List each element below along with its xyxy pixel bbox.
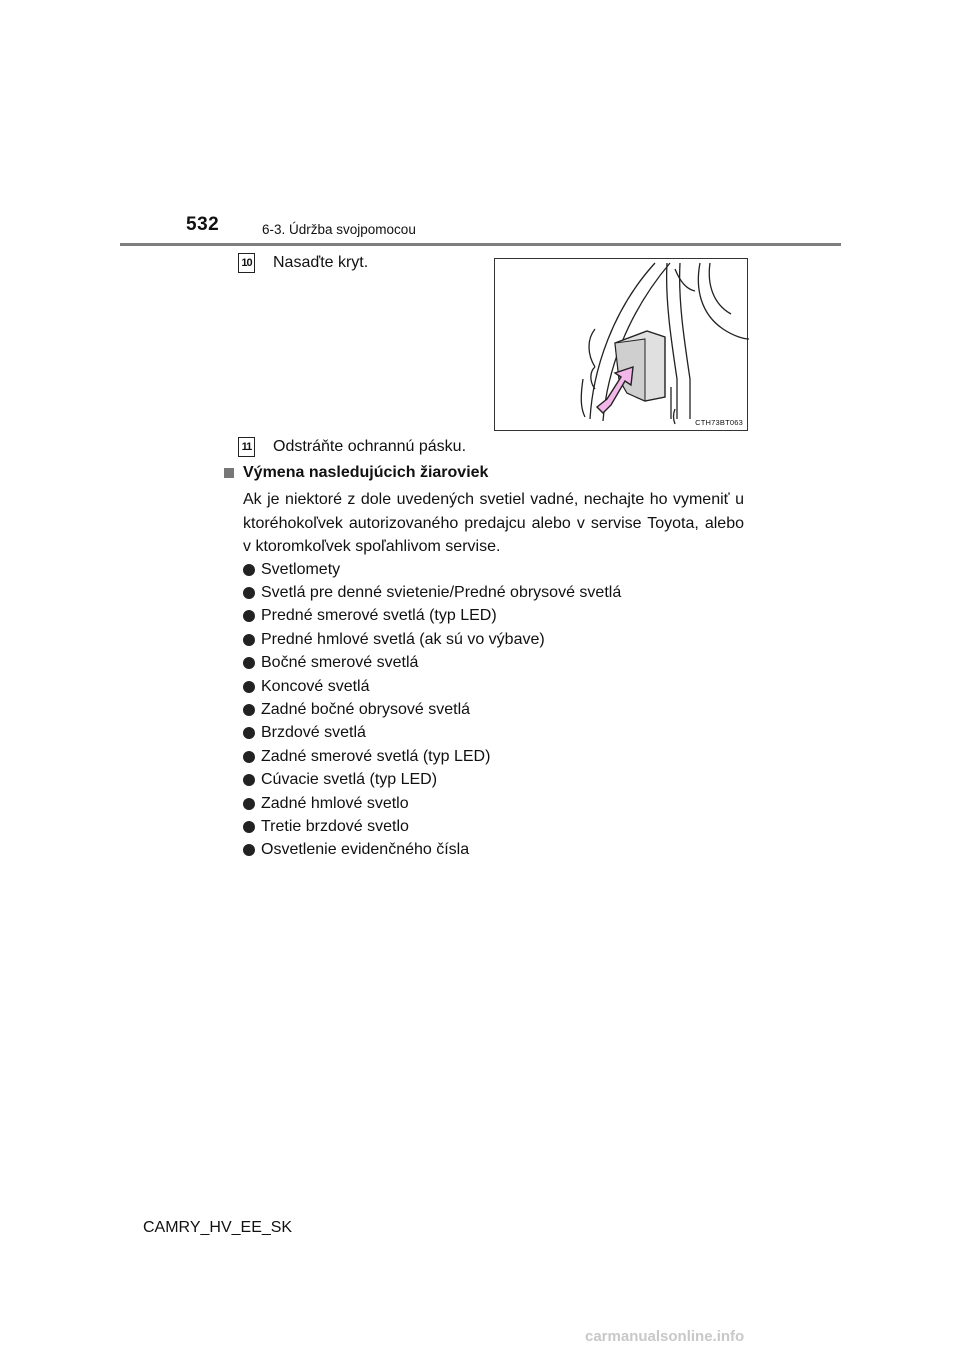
list-item: Svetlomety	[243, 558, 621, 581]
list-item: Zadné bočné obrysové svetlá	[243, 698, 621, 721]
footer-model-code: CAMRY_HV_EE_SK	[143, 1219, 293, 1236]
list-item: Zadné smerové svetlá (typ LED)	[243, 745, 621, 768]
step-10	[238, 253, 368, 273]
bulb-list	[243, 558, 621, 862]
watermark: carmanualsonline.info	[585, 1328, 745, 1345]
square-bullet-icon	[224, 468, 234, 478]
bullet-dot-icon	[243, 798, 255, 810]
info-paragraph: Ak je niektoré z dole uvedených svetiel vadné, nechajte ho vymeniť u ktoréhokoľvek autorizovaného predajcu alebo v servise Toyota, alebo v ktoromkoľvek spoľahlivom servise.	[243, 491, 744, 555]
list-item: Brzdové svetlá	[243, 722, 621, 745]
car-cover-drawing	[495, 259, 749, 432]
step-text: Odstráňte ochrannú pásku.	[273, 438, 467, 455]
bullet-dot-icon	[243, 844, 255, 856]
subsection-heading	[224, 464, 488, 482]
list-item: Tretie brzdové svetlo	[243, 815, 621, 838]
bullet-dot-icon	[243, 704, 255, 716]
step-11	[238, 437, 466, 457]
bullet-dot-icon	[243, 751, 255, 763]
figure-code: CTH73BT063	[695, 418, 743, 427]
list-item: Svetlá pre denné svietenie/Predné obrysové svetlá	[243, 581, 621, 604]
step-text: Nasaďte kryt.	[273, 254, 369, 271]
bullet-dot-icon	[243, 681, 255, 693]
page-number: 532	[186, 214, 220, 235]
list-item: Koncové svetlá	[243, 675, 621, 698]
bullet-dot-icon	[243, 727, 255, 739]
list-item: Predné smerové svetlá (typ LED)	[243, 605, 621, 628]
section-title: 6-3. Údržba svojpomocou	[262, 222, 416, 237]
bullet-dot-icon	[243, 610, 255, 622]
bullet-dot-icon	[243, 634, 255, 646]
list-item: Zadné hmlové svetlo	[243, 792, 621, 815]
header-divider	[120, 243, 841, 246]
list-item: Osvetlenie evidenčného čísla	[243, 839, 621, 862]
subsection-title: Výmena nasledujúcich žiaroviek	[243, 464, 489, 481]
list-item: Bočné smerové svetlá	[243, 652, 621, 675]
bullet-dot-icon	[243, 657, 255, 669]
bullet-dot-icon	[243, 587, 255, 599]
list-item: Predné hmlové svetlá (ak sú vo výbave)	[243, 628, 621, 651]
step-number-badge: 11	[238, 437, 255, 457]
illustration-cover	[494, 258, 748, 431]
bullet-dot-icon	[243, 774, 255, 786]
step-number-badge: 10	[238, 253, 255, 273]
list-item: Cúvacie svetlá (typ LED)	[243, 769, 621, 792]
bullet-dot-icon	[243, 564, 255, 576]
bullet-dot-icon	[243, 821, 255, 833]
